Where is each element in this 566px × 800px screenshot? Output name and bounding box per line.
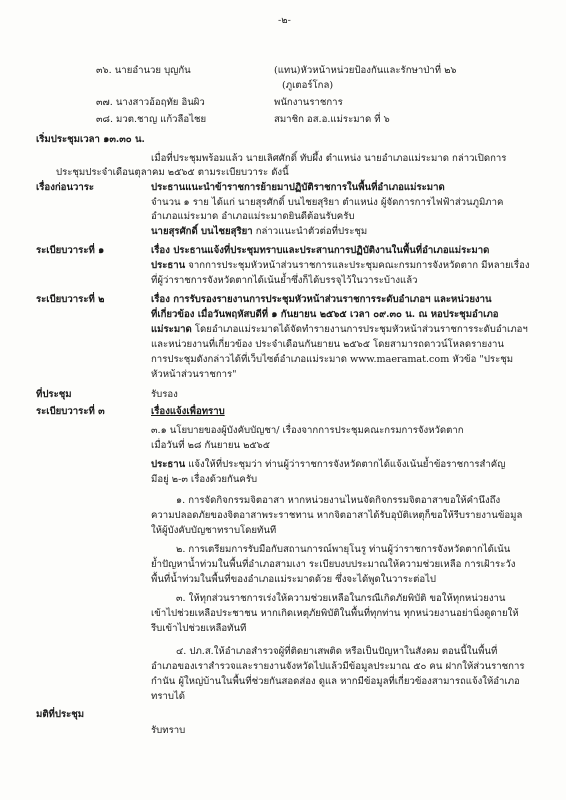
chair-label: ประธาน	[151, 260, 186, 271]
meeting-start-label: เริ่มประชุมเวลา ๑๓.๓๐ น.	[36, 134, 145, 145]
agenda-3-title: เรื่องแจ้งเพื่อทราบ	[151, 406, 225, 417]
agenda-2-place: แม่ระมาด	[151, 324, 192, 335]
attendee-38-name: ๓๘. มวต.ชาญ แก้วลือไชย	[96, 114, 207, 125]
agenda-2-title-2: ที่เกี่ยวข้อง เมื่อวันพฤหัสบดีที่ ๑ กันยายน ๒๕๖๕ เวลา ๐๙.๓๐ น. ณ หอประชุมอำเภอ	[151, 309, 499, 320]
item-2-line-1: ๒. การเตรียมการรับมือกับสถานการณ์พายุโนรู ท่านผู้ว่าราชการจังหวัดตากได้เน้น	[176, 544, 511, 555]
resolution-3-value: รับทราบ	[151, 725, 186, 736]
item-1-line-1: ๑. การจัดกิจกรรมจิตอาสา หากหน่วยงานไหนจัดกิจกรรมจิตอาสาขอให้คำนึงถึง	[176, 495, 501, 506]
agenda-2-line-3	[151, 323, 528, 336]
agenda-1-line-1	[151, 259, 530, 272]
item-1-line-2: ความปลอดภัยของจิตอาสาพระราชทาน หากจิตอาสาได้รับอุบัติเหตุก็ขอให้รีบรายงานข้อมูล	[151, 510, 523, 521]
item-1-line-3: ให้ผู้บังคับบัญชาทราบโดยทันที	[151, 525, 277, 536]
item-2-line-3: พื้นที่น้ำท่วมในพื้นที่ของอำเภอแม่ระมาดด้วย ซึ่งจะได้พูดในวาระต่อไป	[151, 574, 437, 585]
agenda-3-1-line-1: ๓.๑ นโยบายของผู้บังคับบัญชา/ เรื่องจากการประชุมคณะกรมการจังหวัดตาก	[151, 425, 464, 436]
before-agenda-title: ประธานแนะนำข้าราชการย้ายมาปฏิบัติราชการในพื้นที่อำเภอแม่ระมาด	[151, 182, 445, 193]
agenda-3-1-line-2: เมื่อวันที่ ๒๘ กันยายน ๒๕๖๕	[151, 440, 270, 451]
introducer-text: กล่าวแนะนำตัวต่อที่ประชุม	[255, 226, 368, 237]
item-4-line-2: อำเภอของเราสำรวจและรายงานจังหวัดไปแล้วมีข้อมูลประมาณ ๕๐ คน ฝากให้ส่วนราชการ	[151, 661, 525, 672]
agenda-3-label: ระเบียบวาระที่ ๓	[36, 406, 105, 417]
agenda-1-line-2: ที่ผู้ว่าราชการจังหวัดตากได้เน้นย้ำซึ่งก็ได้บรรจุไว้ในวาระบ้างแล้ว	[151, 275, 418, 286]
agenda-3-1-line-4: มีอยู่ ๒-๓ เรื่องด้วยกันครับ	[151, 474, 258, 485]
agenda-3-chair-text: แจ้งให้ที่ประชุมว่า ท่านผู้ว่าราชการจังหวัดตากได้แจ้งเน้นย้ำข้อราชการสำคัญ	[185, 459, 506, 470]
agenda-2-text: โดยอำเภอแม่ระมาดได้จัดทำรายงานการประชุมหัวหน้าส่วนราชการระดับอำเภอฯ	[191, 324, 528, 335]
agenda-1-title: เรื่อง ประธานแจ้งที่ประชุมทราบและประสานการปฏิบัติงานในพื้นที่อำเภอแม่ระมาด	[151, 245, 490, 256]
page-number: -๒-	[278, 15, 291, 26]
item-2-line-2: ย้ำปัญหาน้ำท่วมในพื้นที่อำเภอสามเงา ระเบียบงบประมาณให้ความช่วยเหลือ การเฝ้าระวัง	[151, 559, 516, 570]
item-4-line-4: ทราบได้	[151, 691, 186, 702]
attendee-37-role: พนักงานราชการ	[274, 97, 343, 108]
item-4-line-1: ๔. ปภ.ส.ให้อำเภอสำรวจผู้ที่ติดยาเสพติด หรือเป็นปัญหาในสังคม ตอนนี้ในพื้นที่	[176, 646, 498, 657]
meeting-open-line-2: ประชุมประจำเดือนตุลาคม ๒๕๖๕ ตามระเบียบวาระ ดังนี้	[56, 167, 289, 178]
attendee-36-role-note: (ภูเตอร์โกล)	[282, 80, 334, 91]
agenda-3-1-line-3	[151, 458, 505, 471]
agenda-1-label: ระเบียบวาระที่ ๑	[36, 245, 105, 256]
attendee-36-name: ๓๖. นายอำนวย บุญกัน	[96, 65, 191, 76]
resolution-2-label: ที่ประชุม	[36, 389, 72, 400]
agenda-2-title-1: เรื่อง การรับรองรายงานการประชุมหัวหน้าส่วนราชการระดับอำเภอฯ และหน่วยงาน	[151, 294, 492, 305]
agenda-2-line-5: การประชุมดังกล่าวได้ที่เว็บไซต์อำเภอแม่ระมาด www.maeramat.com หัวข้อ "ประชุม	[151, 354, 514, 365]
agenda-3-chair-label: ประธาน	[151, 459, 186, 470]
attendee-36-role: (แทน)หัวหน้าหน่วยป้องกันและรักษาป่าที่ ๒๖	[274, 65, 457, 76]
resolution-2-value: รับรอง	[151, 389, 178, 400]
agenda-2-line-6: หัวหน้าส่วนราชการ"	[151, 369, 237, 380]
item-3-line-1: ๓. ให้ทุกส่วนราชการเร่งให้ความช่วยเหลือในกรณีเกิดภัยพิบัติ ขอให้ทุกหน่วยงาน	[176, 593, 506, 604]
resolution-3-label: มติที่ประชุม	[36, 709, 85, 720]
introducer-name: นายสุรศักดิ์ บนไชยสุริยา	[151, 226, 253, 237]
meeting-open-line-1: เมื่อที่ประชุมพร้อมแล้ว นายเลิศศักดิ์ ทับผึ้ง ตำแหน่ง นายอำเภอแม่ระมาด กล่าวเปิดการ	[151, 153, 507, 164]
agenda-2-line-4: และหน่วยงานที่เกี่ยวข้อง ประจำเดือนกันยายน ๒๕๖๕ โดยสามารถดาวน์โหลดรายงาน	[151, 339, 504, 350]
before-agenda-line-3	[151, 225, 367, 238]
before-agenda-line-2: อำเภอแม่ระมาด อำเภอแม่ระมาดยินดีต้อนรับครับ	[151, 211, 355, 222]
agenda-1-text: จากการประชุมหัวหน้าส่วนราชการและประชุมคณะกรมการจังหวัดตาก มีหลายเรื่อง	[185, 260, 530, 271]
agenda-2-label: ระเบียบวาระที่ ๒	[36, 294, 105, 305]
item-3-line-3: รีบเข้าไปช่วยเหลือทันที	[151, 623, 247, 634]
item-4-line-3: กำนัน ผู้ใหญ่บ้านในพื้นที่ช่วยกันสอดส่อง ดูแล หากมีข้อมูลที่เกี่ยวข้องสามารถแจ้งให้อำเภอ	[151, 676, 520, 687]
attendee-38-role: สมาชิก อส.อ.แม่ระมาด ที่ ๖	[274, 114, 390, 125]
before-agenda-label: เรื่องก่อนวาระ	[36, 182, 95, 193]
attendee-37-name: ๓๗. นางสาวอ้อฤทัย อินผิว	[96, 97, 205, 108]
before-agenda-line-1: จำนวน ๑ ราย ได้แก่ นายสุรศักดิ์ บนไชยสุริยา ตำแหน่ง ผู้จัดการการไฟฟ้าส่วนภูมิภาค	[151, 197, 504, 208]
item-3-line-2: เข้าไปช่วยเหลือประชาชน หากเกิดเหตุภัยพิบัติในพื้นที่ทุกท่าน ทุกหน่วยงานอย่านิ่งดูดายให้	[151, 608, 519, 619]
